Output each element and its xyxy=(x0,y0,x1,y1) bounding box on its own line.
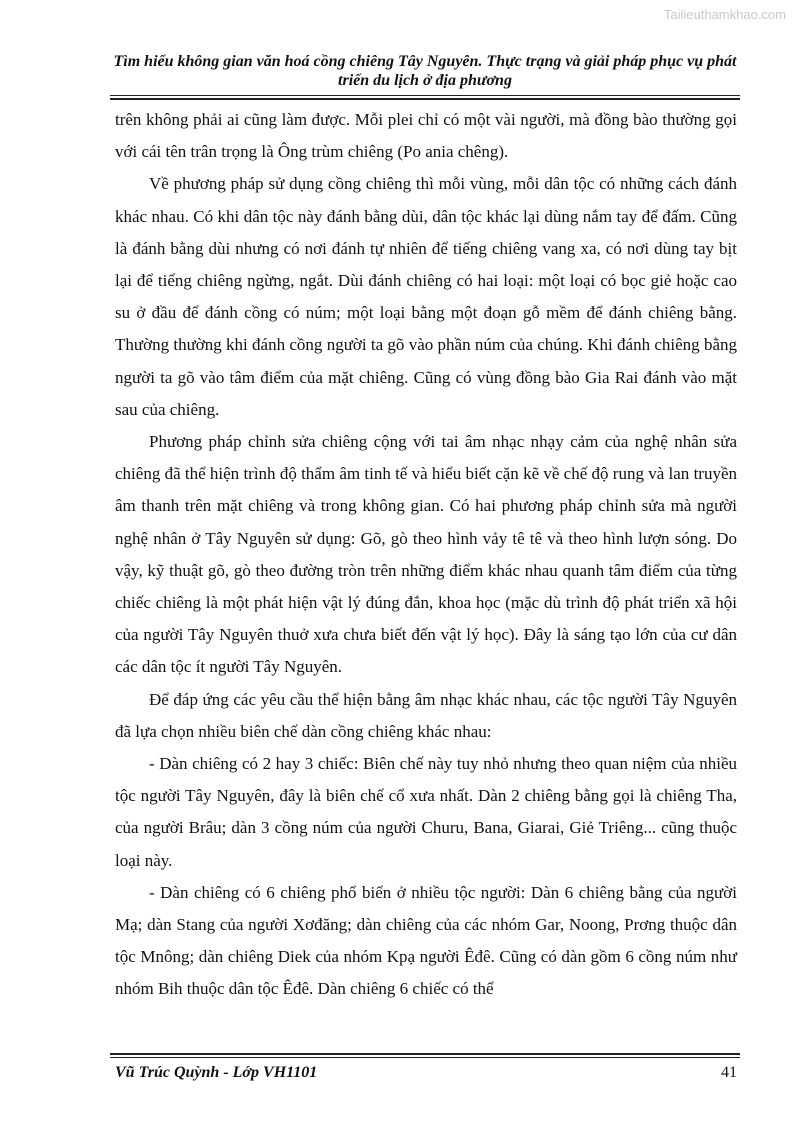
paragraph: Để đáp ứng các yêu cầu thể hiện bằng âm nhạc khác nhau, các tộc người Tây Nguyên đã lựa chọn nhiều biên chế dàn cồng chiêng khác nhau: xyxy=(115,689,737,741)
paragraph: Phương pháp chỉnh sửa chiêng cộng với tai âm nhạc nhạy cảm của nghệ nhân sửa chiêng đã thể hiện trình độ thẩm âm tinh tế và hiểu biết cặn kẽ về chế độ rung và lan truyền âm thanh trên mặt chiêng và trong không gian. Có hai phương pháp chỉnh sửa mà người nghệ nhân ở Tây Nguyên sử dụng: Gõ, gò theo hình vảy tê tê và theo hình lượn sóng. Do vậy, kỹ thuật gõ, gò theo đường tròn trên những điểm khác nhau quanh tâm điểm của từng chiếc chiêng là một phát hiện vật lý đúng đắn, khoa học (mặc dù trình độ phát triển xã hội của người Tây Nguyên thuở xưa chưa biết đến vật lý học). Đây là sáng tạo lớn của cư dân các dân tộc ít người Tây Nguyên. xyxy=(115,432,737,677)
footer-divider xyxy=(110,1053,740,1058)
footer-author: Vũ Trúc Quỳnh - Lớp VH1101 xyxy=(115,1064,318,1081)
watermark: Tailieuthamkhao.com xyxy=(663,7,786,22)
header-divider xyxy=(110,95,740,100)
page-header-title: Tìm hiểu không gian văn hoá cồng chiêng Tây Nguyên. Thực trạng và giải pháp phục vụ phát triển du lịch ở địa phương xyxy=(113,53,737,89)
page-number: 41 xyxy=(721,1064,737,1081)
list-item: - Dàn chiêng có 2 hay 3 chiếc: Biên chế này tuy nhỏ nhưng theo quan niệm của nhiều tộc người Tây Nguyên, đây là biên chế cổ xưa nhất. Dàn 2 chiêng bằng gọi là chiêng Tha, của người Brâu; dàn 3 cồng núm của người Churu, Bana, Giarai, Giẻ Triêng... cũng thuộc loại này. xyxy=(115,754,737,870)
paragraph: trên không phải ai cũng làm được. Mỗi plei chỉ có một vài người, mà đồng bào thường gọi với cái tên trân trọng là Ông trùm chiêng (Po ania chêng). xyxy=(115,110,737,162)
list-item: - Dàn chiêng có 6 chiêng phổ biến ở nhiều tộc người: Dàn 6 chiêng bằng của người Mạ; dàn Stang của người Xơđăng; dàn chiêng của các nhóm Gar, Noong, Prơng thuộc dân tộc Mnông; dàn chiêng Diek của nhóm Kpạ người Êđê. Cũng có dàn gồm 6 cồng núm như nhóm Bih thuộc dân tộc Êđê. Dàn chiêng 6 chiếc có thể xyxy=(115,882,737,999)
paragraph: Về phương pháp sử dụng cồng chiêng thì mỗi vùng, mỗi dân tộc có những cách đánh khác nhau. Có khi dân tộc này đánh bằng dùi, dân tộc khác lại dùng nắm tay để đấm. Cũng là đánh bằng dùi nhưng có nơi đánh tự nhiên để tiếng chiêng vang xa, có nơi dùng tay bịt lại để tiếng chiêng ngừng, ngắt. Dùi đánh chiêng có hai loại: một loại có bọc giẻ hoặc cao su ở đầu để đánh cồng có núm; một loại bằng một đoạn gỗ mềm để đánh chiêng bằng. Thường thường khi đánh cồng người ta gõ vào phần núm của chúng. Khi đánh chiêng bằng người ta gõ vào tâm điểm của mặt chiêng. Cũng có vùng đồng bào Gia Rai đánh vào mặt sau của chiêng. xyxy=(115,174,737,419)
body-text xyxy=(115,104,737,1006)
